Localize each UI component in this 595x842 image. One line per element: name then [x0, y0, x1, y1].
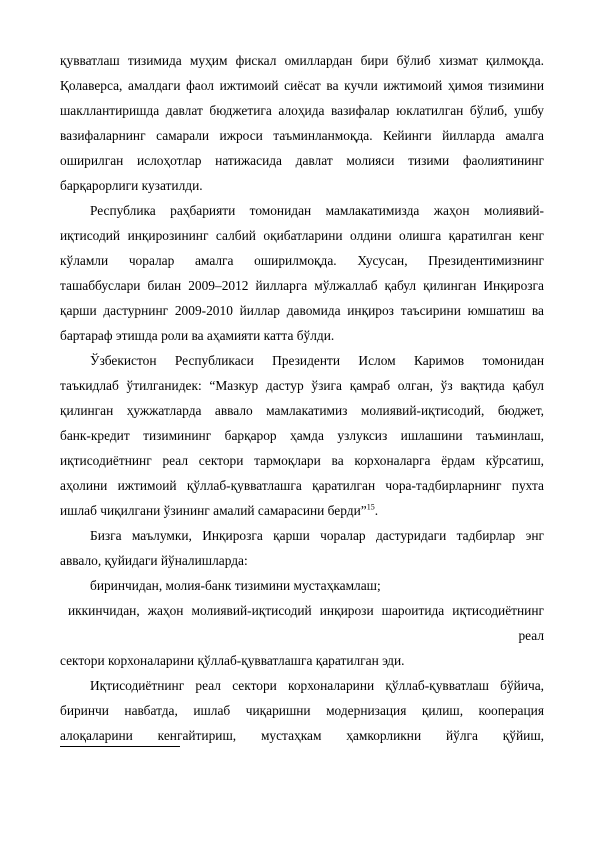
body-line: банк-кредит тизимининг барқарор ҳамда узлуксиз ишлашини таъминлаш,: [60, 428, 544, 443]
paragraph-first-line: Бизга маълумки, Инқирозга қарши чоралар дастуридаги тадбирлар энг: [90, 528, 544, 543]
body-line: вазифаларнинг самарали ижроси таъминланмоқда. Кейинги йилларда амалга: [60, 128, 544, 143]
body-line: барқарорлиги кузатилди.: [60, 178, 203, 193]
body-line: сектори корхоналарини қўллаб-қувватлашга қаратилган эди.: [60, 653, 405, 668]
quote-end-line: [60, 503, 544, 518]
body-line: оширилган ислоҳотлар натижасида давлат молияси тизими фаолиятининг: [60, 153, 544, 168]
body-line: шакллантиришда давлат бюджетига алоҳида вазифалар юклатилган бўлиб, ушбу: [60, 103, 544, 118]
body-line: Қолаверса, амалдаги фаол ижтимоий сиёсат ва кучли ижтимоий ҳимоя тизимини: [60, 78, 544, 93]
body-line: иқтисодий инқирозининг салбий оқибатларини олдини олишга қаратилган кенг: [60, 228, 544, 243]
quote-end-text: ишлаб чиқилгани ўзининг амалий самарасини берди”: [60, 503, 367, 518]
list-item: биринчидан, молия-банк тизимини мустаҳкамлаш;: [90, 578, 381, 593]
footnote-reference[interactable]: 15: [366, 502, 375, 512]
body-line: иқтисодиётнинг реал сектори тармоқлари ва корхоналарга ёрдам кўрсатиш,: [60, 453, 544, 468]
quote-end-period: .: [374, 503, 379, 518]
body-line: алоқаларини кенгайтириш, мустаҳкам ҳамкорликни йўлга қўйиш,: [60, 728, 544, 743]
paragraph-first-line: Ўзбекистон Республикаси Президенти Ислом Каримов томонидан: [90, 353, 544, 368]
body-line: ташаббуслари билан 2009–2012 йилларга мўлжаллаб қабул қилинган Инқирозга: [60, 278, 544, 293]
list-item-continuation: реал: [518, 628, 544, 643]
paragraph-first-line: Республика раҳбарияти томонидан мамлакатимизда жаҳон молиявий-: [90, 203, 544, 218]
body-line: бартараф этишда роли ва аҳамияти катта бўлди.: [60, 328, 335, 343]
body-line: биринчи навбатда, ишлаб чиқаришни модернизация қилиш, кооперация: [60, 703, 544, 718]
body-line: аҳолини ижтимоий қўллаб-қувватлашга қаратилган чора-тадбирларнинг пухта: [60, 478, 544, 493]
body-line: қилинган ҳужжатларда аввало мамлакатимиз молиявий-иқтисодий, бюджет,: [60, 403, 544, 418]
paragraph-first-line: Иқтисодиётнинг реал сектори корхоналарини қўллаб-қувватлаш бўйича,: [90, 678, 544, 693]
list-item: иккинчидан, жаҳон молиявий-иқтисодий инқирози шароитида иқтисодиётнинг: [68, 603, 544, 618]
body-line: қувватлаш тизимида муҳим фискал омиллардан бири бўлиб хизмат қилмоқда.: [60, 53, 544, 68]
footnote-separator: [60, 746, 180, 747]
body-line: кўламли чоралар амалга оширилмоқда. Хусусан, Президентимизнинг: [60, 253, 544, 268]
body-line: аввало, қуйидаги йўналишларда:: [60, 553, 248, 568]
body-line: таъкидлаб ўтилганидек: “Мазкур дастур ўзига қамраб олган, ўз вақтида қабул: [60, 378, 544, 393]
body-line: қарши дастурнинг 2009-2010 йиллар давомида инқироз таъсирини юмшатиш ва: [60, 303, 544, 318]
